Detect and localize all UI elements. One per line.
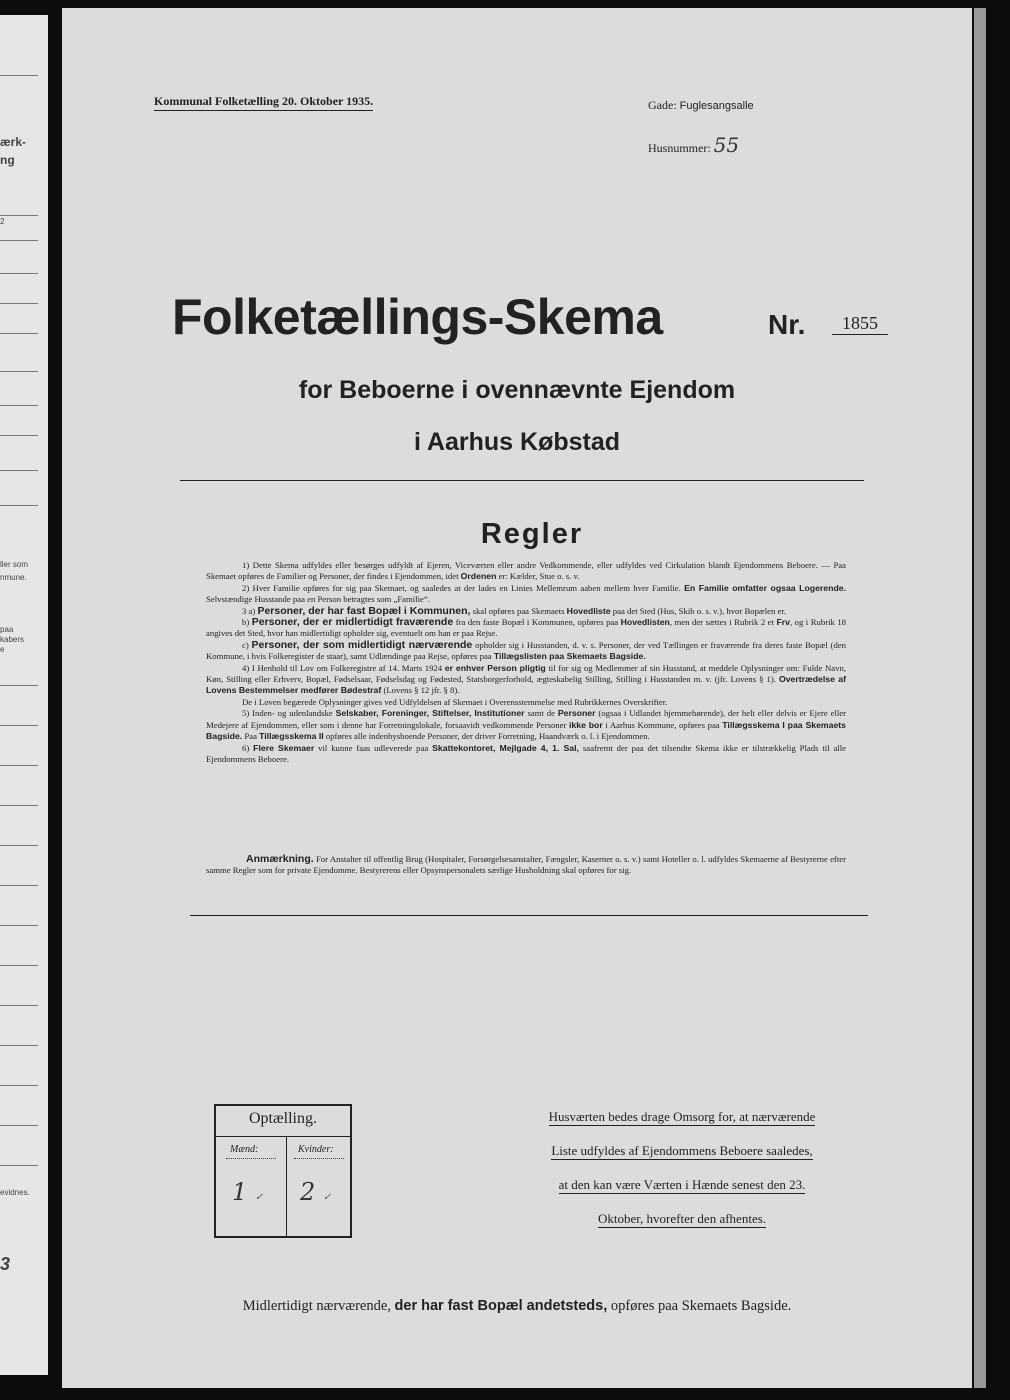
notice-line: at den kan være Værten i Hænde senest den 23. [558, 1177, 806, 1192]
rule-2: 2) Hver Familie opføres for sig paa Skemaet, og saaledes at der lades en Linies Mellemrum aaben mellem hver Familie. En Familie omfatter ogsaa Logerende. Selvstændige Husstande paa en Person betragtes som „Familie“. [206, 582, 846, 605]
form-header-left: Kommunal Folketælling 20. Oktober 1935. [154, 94, 373, 111]
remark-text: For Anstalter til offentlig Brug (Hospitaler, Forsørgelsesanstalter, Fængsler, Kaserner o. s. v.) samt Hoteller o. l. udfyldes Skemaerne af Bestyrerne efter samme Regler som for private Ejendomme. Bestyrerens eller Opsynspersonalets særlige Husholdning skal opføres for sig. [206, 854, 846, 876]
strip-text: ller som [0, 560, 29, 569]
rule-1: 1) Dette Skema udfyldes eller besørges udfyldt af Ejeren, Viceværten eller andre Vedkommende, eller udfyldes ved Cirkulation blandt Ejendommens Beboere. — Paa Skemaet opføres de Familier og Personer, der findes i Ejendommen, idet Ordenen er: Kælder, Stue o. s. v. [206, 560, 846, 582]
strip-text: e [0, 645, 5, 654]
strip-rule [0, 1005, 38, 1006]
footer-note: Midlertidigt nærværende, der har fast Bopæl andetsteds, opføres paa Skemaets Bagside. [242, 1298, 792, 1314]
rules-text [206, 560, 846, 765]
count-box-title: Optælling. [248, 1110, 317, 1127]
strip-rule [0, 273, 38, 274]
strip-rule [0, 1085, 38, 1086]
strip-rule [0, 1045, 38, 1046]
form-subtitle-1: for Beboerne i ovennævnte Ejendom [298, 376, 736, 404]
strip-rule [0, 75, 38, 76]
strip-text: ng [0, 153, 15, 167]
strip-rule [0, 470, 38, 471]
rule-5: 5) Inden- og udenlandske Selskaber, Foreninger, Stiftelser, Institutioner samt de Personer (ogsaa i Udlandet hjemmehørende), der helt eller delvis er Ejere eller Medejere af Ejendommen, eller som i denne har Forretningslokale, forsaavidt vedkommende Personer ikke bor i Aarhus Kommune, opføres paa Tillægsskema I paa Skemaets Bagside. Paa Tillægsskema II opføres alle indenbysboende Personer, der driver Forretning, Haandværk o. l. i Ejendommen. [206, 708, 847, 742]
rule-3a: 3 a) Personer, der har fast Bopæl i Kommunen, skal opføres paa Skemaets Hovedliste paa det Sted (Hus, Skib o. s. v.), hvor Bopælen er. [242, 604, 786, 617]
rule-4-cont: De i Loven begærede Oplysninger gives ved Udfyldelsen af Skemaet i Overensstemmelse med Rubrikkernes Overskrifter. [242, 696, 668, 707]
strip-rule [0, 685, 38, 686]
form-title: Folketællings-Skema [172, 289, 663, 345]
rule-3c: c) Personer, der som midlertidigt nærværende opholder sig i Husstanden, d. v. s. Personer, der ved Tællingen er fraværende fra deres faste Bopæl (den Kommune, i hvis Folkeregister de staar), samt Udlændinge paa Rejse, opføres paa Tillægslisten paa Skemaets Bagside. [206, 638, 846, 662]
strip-rule [0, 333, 38, 334]
strip-rule [0, 435, 38, 436]
women-count: 2 ✓ [300, 1178, 332, 1206]
strip-text: nmune. [0, 573, 27, 582]
strip-text: evidnes. [0, 1188, 30, 1197]
adjacent-page-strip [0, 15, 48, 1375]
count-box-rule [216, 1136, 350, 1137]
remark [206, 854, 846, 877]
rule-3b: b) Personer, der er midlertidigt fraværende fra den faste Bopæl i Kommunen, opføres paa Hovedlisten, men der sættes i Rubrik 2 et Frv, og i Rubrik 18 angives det Sted, hvor han midlertidigt opholder sig, eventuelt om han er paa Rejse. [206, 616, 847, 639]
strip-text: kabers [0, 635, 25, 644]
page-edge [974, 8, 986, 1388]
house-number-label: Husnummer: [648, 141, 711, 155]
form-number-value: 1855 [832, 313, 888, 335]
strip-rule [0, 1165, 38, 1166]
street-value: Fuglesangsalle [679, 100, 754, 112]
rule-4: 4) I Henhold til Lov om Folkeregistre af 14. Marts 1924 er enhver Person pligtig til for sig og Medlemmer af sin Husstand, at meddele Oplysninger om: Fulde Navn, Køn, Stilling eller Erhverv, Bopæl, Fødselsaar, Fødselsdag og Fødested, Statsborgerforhold, ægteskabelig Stilling, Stilling i Husstanden m. v. (jfr. Lovens § 1). Overtrædelse af Lovens Bestemmelser medfører Bødestraf (Lovens § 12 jfr. § 8). [206, 662, 847, 696]
census-form-page [62, 8, 972, 1388]
women-label: Kvinder: [298, 1144, 334, 1155]
rules-heading: Regler [480, 518, 584, 550]
men-count: 1 ✓ [232, 1178, 264, 1206]
strip-rule [0, 885, 38, 886]
strip-handwriting: 3 [0, 1254, 11, 1274]
strip-rule [0, 925, 38, 926]
notice-line: Husværten bedes drage Omsorg for, at nærværende [548, 1109, 816, 1124]
notice-line: Oktober, hvorefter den afhentes. [597, 1211, 767, 1226]
form-subtitle-2: i Aarhus Købstad [413, 428, 621, 456]
strip-rule [0, 965, 38, 966]
strip-rule [0, 765, 38, 766]
strip-text: 2 [0, 217, 5, 226]
notice-line: Liste udfyldes af Ejendommens Beboere saaledes, [551, 1143, 813, 1158]
strip-text: paa [0, 625, 14, 634]
house-number-field [648, 133, 739, 157]
remark-label: Anmærkning. [246, 853, 314, 865]
landlord-notice [502, 1103, 862, 1239]
form-number-label: Nr. [768, 309, 806, 340]
strip-rule [0, 845, 38, 846]
men-label: Mænd: [230, 1144, 259, 1155]
women-dotted-line [294, 1158, 344, 1159]
strip-rule [0, 1125, 38, 1126]
men-dotted-line [226, 1158, 276, 1159]
strip-rule [0, 805, 38, 806]
rule-6: 6) Flere Skemaer vil kunne faas udleverede paa Skattekontoret, Mejlgade 4, 1. Sal, saafremt der paa det tilsendte Skema ikke er tilstrækkelig Plads til alle Ejendommens Beboere. [206, 742, 847, 764]
street-label: Gade: [648, 98, 677, 112]
divider [180, 480, 864, 481]
house-number-value: 55 [713, 133, 740, 157]
strip-rule [0, 303, 38, 304]
strip-text: ærk- [0, 135, 27, 149]
count-box [214, 1104, 352, 1238]
strip-rule [0, 725, 38, 726]
divider [190, 915, 868, 916]
strip-rule [0, 240, 38, 241]
strip-rule [0, 505, 38, 506]
count-box-separator [286, 1136, 287, 1236]
strip-rule [0, 371, 38, 372]
street-field [648, 98, 754, 113]
strip-rule [0, 405, 38, 406]
strip-rule [0, 215, 38, 216]
